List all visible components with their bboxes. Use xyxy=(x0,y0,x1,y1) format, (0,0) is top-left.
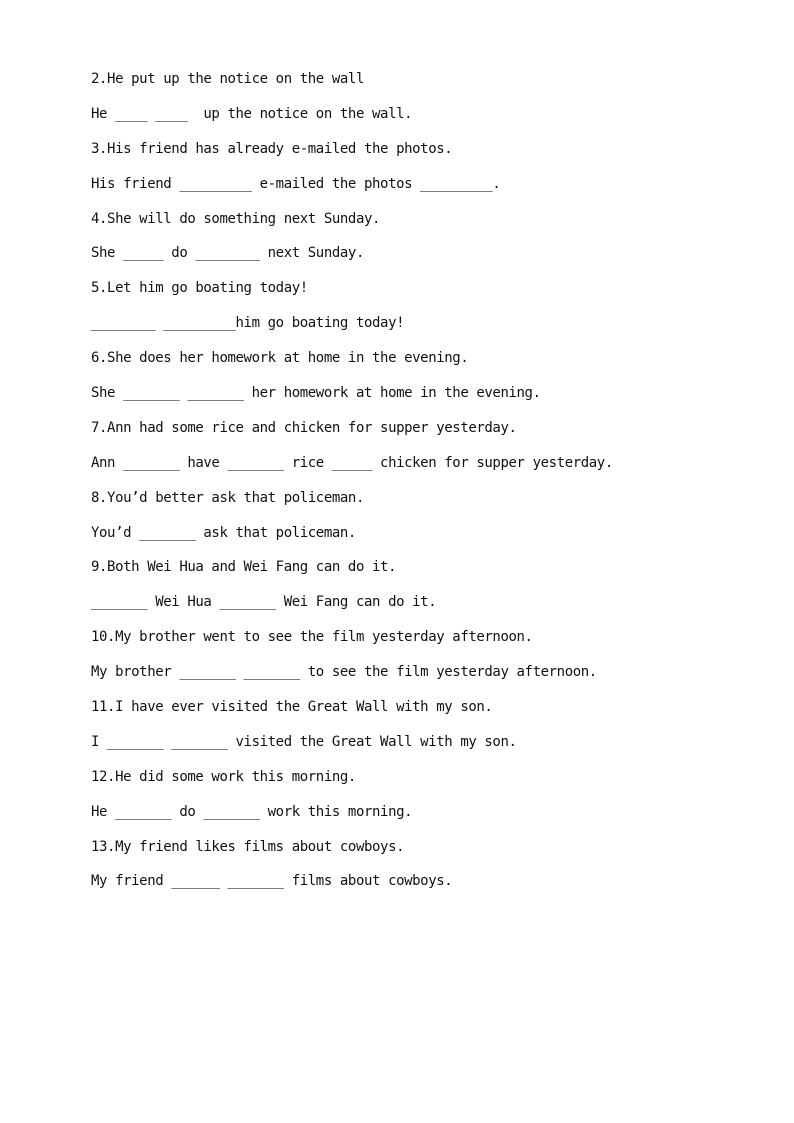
answer-line: ________ _________him go boating today! xyxy=(91,315,405,332)
answer-line: My brother _______ _______ to see the film yesterday afternoon. xyxy=(91,664,597,681)
answer-line: Ann _______ have _______ rice _____ chicken for supper yesterday. xyxy=(91,454,613,471)
question-line: 5.Let him go boating today! xyxy=(91,280,308,297)
question-line: 6.She does her homework at home in the evening. xyxy=(91,350,469,367)
question-line: 9.Both Wei Hua and Wei Fang can do it. xyxy=(91,559,397,576)
answer-line: My friend ______ _______ films about cowboys. xyxy=(91,873,453,890)
question-line: 2.He put up the notice on the wall xyxy=(91,71,364,87)
question-line: 11.I have ever visited the Great Wall with my son. xyxy=(91,699,493,716)
answer-line: She _______ _______ her homework at home in the evening. xyxy=(91,385,541,402)
answer-line: She _____ do ________ next Sunday. xyxy=(91,245,364,262)
answer-line: _______ Wei Hua _______ Wei Fang can do it. xyxy=(91,594,437,611)
answer-line: He ____ ____ up the notice on the wall. xyxy=(91,105,413,122)
question-line: 13.My friend likes films about cowboys. xyxy=(91,838,405,855)
answer-line: His friend _________ e-mailed the photos _________. xyxy=(91,175,501,192)
answer-line: I _______ _______ visited the Great Wall with my son. xyxy=(91,733,517,750)
question-line: 7.Ann had some rice and chicken for supper yesterday. xyxy=(91,419,517,436)
question-line: 3.His friend has already e-mailed the photos. xyxy=(91,140,453,157)
answer-line: You’d _______ ask that policeman. xyxy=(91,524,356,541)
question-line: 4.She will do something next Sunday. xyxy=(91,210,381,227)
answer-line: He _______ do _______ work this morning. xyxy=(91,803,413,820)
question-line: 12.He did some work this morning. xyxy=(91,768,356,785)
question-line: 8.You’d better ask that policeman. xyxy=(91,489,364,506)
question-line: 10.My brother went to see the film yesterday afternoon. xyxy=(91,629,533,646)
exercise-lines xyxy=(91,67,751,904)
